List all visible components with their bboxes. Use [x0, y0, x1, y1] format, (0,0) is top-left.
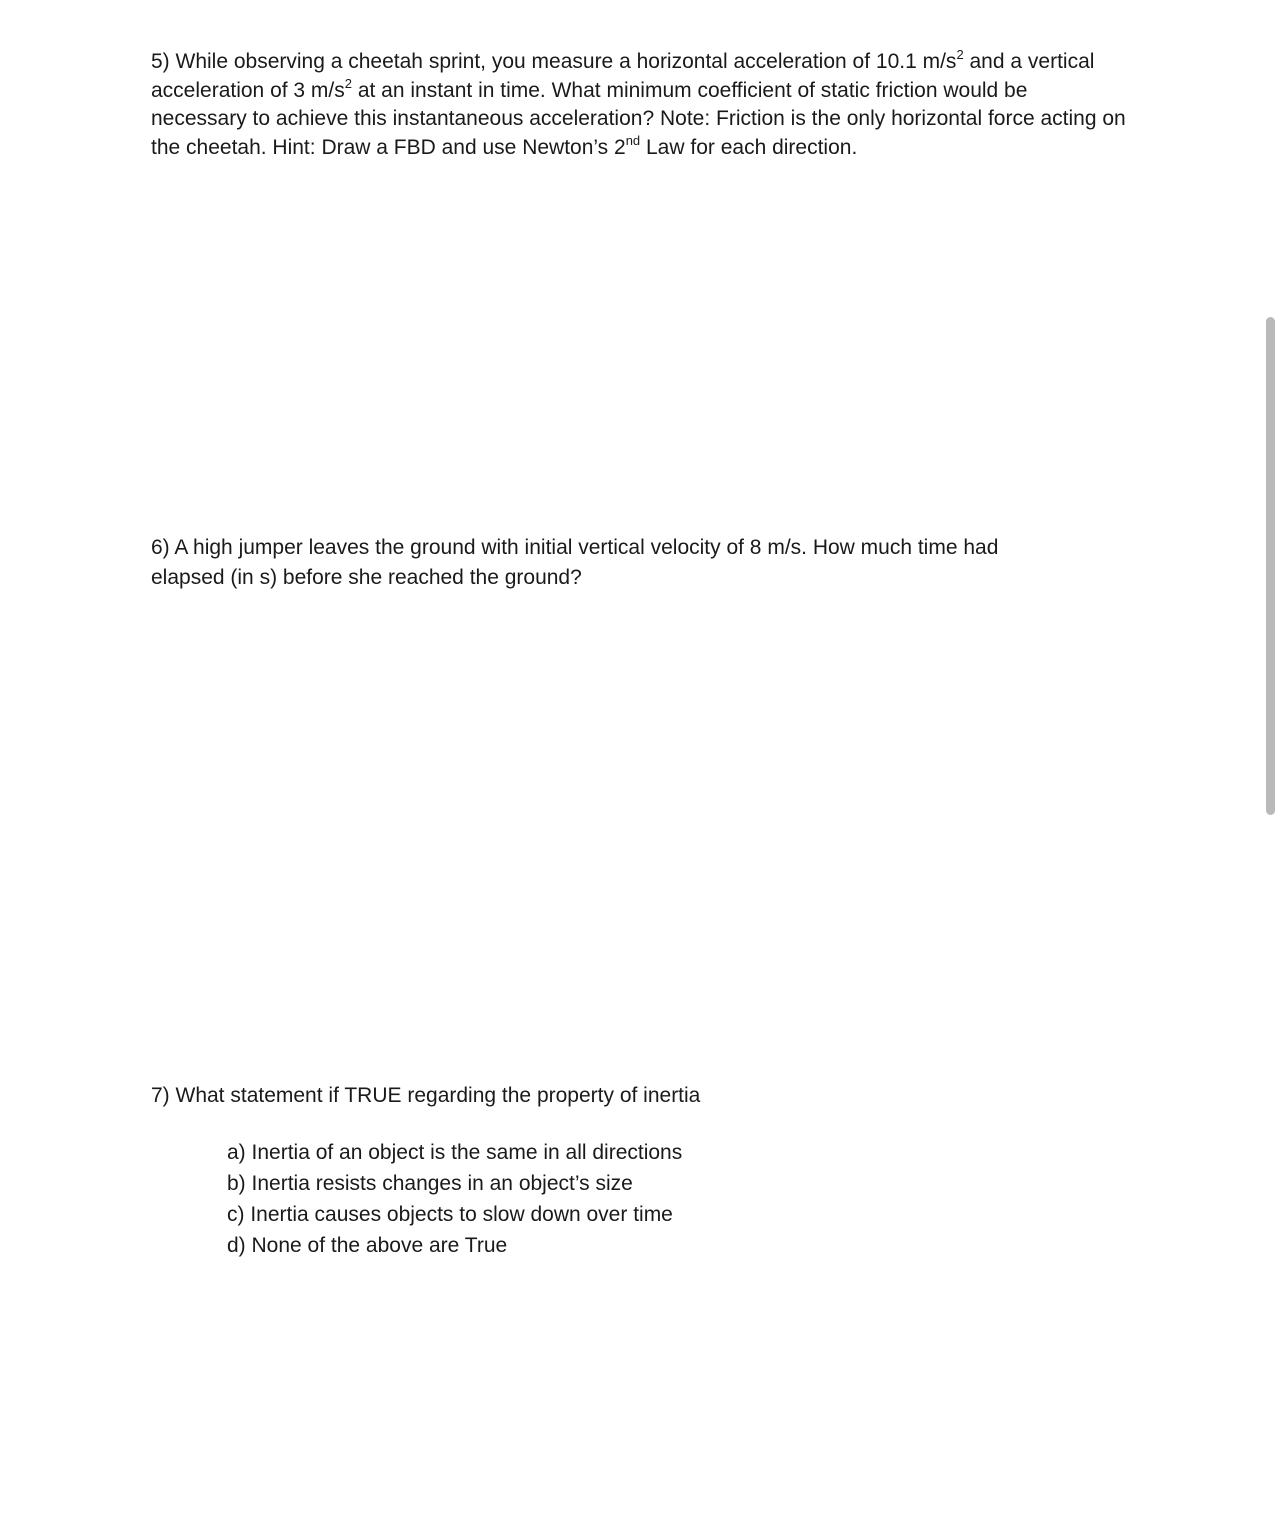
question-7-options [227, 1137, 682, 1261]
option-a: a) Inertia of an object is the same in all directions [227, 1141, 683, 1164]
option-c: c) Inertia causes objects to slow down over time [227, 1203, 673, 1226]
question-5-text-part-1: 5) While observing a cheetah sprint, you measure a horizontal acceleration of 10.1 m/s [151, 50, 957, 73]
superscript-squared: 2 [344, 75, 352, 91]
option-d: d) None of the above are True [227, 1234, 508, 1257]
question-6 [151, 533, 1126, 593]
question-7-stem: 7) What statement if TRUE regarding the property of inertia [151, 1084, 701, 1107]
vertical-scrollbar-thumb[interactable] [1266, 317, 1275, 815]
superscript-ordinal: nd [625, 132, 641, 148]
question-6-line-1: 6) A high jumper leaves the ground with initial vertical velocity of 8 m/s. How much time had [151, 536, 999, 559]
question-5-text-part-3: at an instant in time. What minimum coefficient of static friction would be necessary to achieve this instantaneous acceleration? Note: Friction is the only horizontal force acting on the cheetah. Hint: Draw a FBD and use Newton’s 2 [151, 78, 1126, 159]
question-5 [151, 48, 1126, 162]
option-b: b) Inertia resists changes in an object’s size [227, 1172, 633, 1195]
question-5-text-part-4: Law for each direction. [640, 135, 858, 159]
superscript-squared: 2 [956, 47, 964, 62]
question-6-line-2: elapsed (in s) before she reached the ground? [151, 566, 582, 589]
question-5-text-part-2: and a vertical acceleration of 3 m/s [151, 50, 1095, 102]
